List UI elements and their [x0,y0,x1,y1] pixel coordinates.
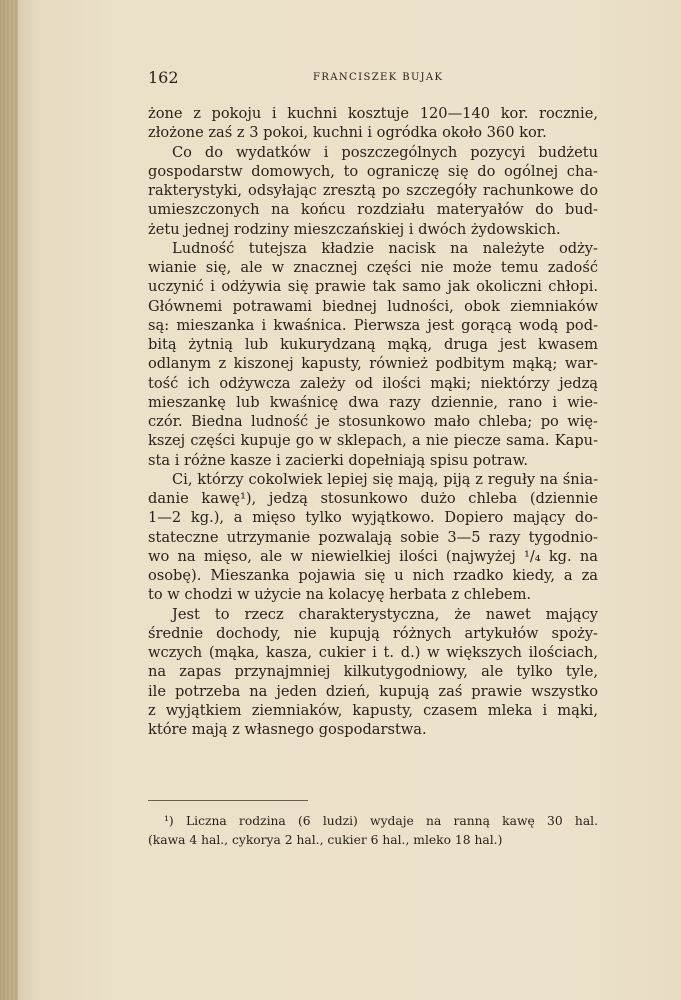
text-line: wczych (mąka, kasza, cukier i t. d.) w większych ilościach, [148,644,598,661]
text-line: złożone zaś z 3 pokoi, kuchni i ogródka około 360 kor. [148,124,547,142]
text-line: sta i różne kasze i zacierki dopełniają spisu potraw. [148,451,528,469]
text-line: kszej części kupuje go w sklepach, a nie piecze sama. Kapu- [148,432,598,450]
text-line: które mają z własnego gospodarstwa. [148,721,427,738]
running-head-author: FRANCISZEK BUJAK [313,72,444,83]
running-header [148,68,598,88]
text-line: tość ich odżywcza zależy od ilości mąki; niektórzy jedzą [148,374,598,392]
footnotes [148,812,598,850]
text-line: to w chodzi w użycie na kolacyę herbata z chlebem. [148,586,532,604]
text-line: na zapas przynajmniej kilkutygodniowy, ale tylko tyle, [148,663,598,681]
page-number: 162 [148,68,179,87]
footnote-divider [148,800,308,801]
body-text [148,104,598,739]
footnote-line: (kawa 4 hal., cykorya 2 hal., cukier 6 hal., mleko 18 hal.) [148,833,503,847]
text-line: odlanym z kiszonej kapusty, również podbitym mąką; war- [148,355,598,373]
text-line: wo na mięso, ale w niewielkiej ilości (najwyżej ¹/₄ kg. na [148,547,598,565]
text-line: Ci, którzy cokolwiek lepiej się mają, piją z reguły na śnia- [172,470,598,488]
text-line: Ludność tutejsza kładzie nacisk na należyte odży- [172,239,598,257]
text-line: umieszczonych na końcu rozdziału materyałów do bud- [148,201,598,219]
text-line: rakterystyki, odsyłając zresztą po szczegóły rachunkowe do [148,182,598,199]
page-binding-edge [0,0,18,1000]
text-line: czór. Biedna ludność je stosunkowo mało chleba; po wię- [148,413,598,430]
text-line: stateczne utrzymanie pozwalają sobie 3—5 razy tygodnio- [148,528,598,546]
text-line: uczynić i odżywia się prawie tak samo jak okoliczni chłopi. [148,278,598,296]
text-line: z wyjątkiem ziemniaków, kapusty, czasem mleka i mąki, [148,701,598,719]
text-line: mieszankę lub kwaśnicę dwa razy dziennie, rano i wie- [148,393,598,411]
text-line: danie kawę¹), jedzą stosunkowo dużo chleba (dziennie [148,490,598,507]
text-line: żone z pokoju i kuchni kosztuje 120—140 kor. rocznie, [148,105,598,122]
text-line: Co do wydatków i poszczególnych pozycyi budżetu [172,143,598,161]
text-line: są: mieszanka i kwaśnica. Pierwsza jest gorącą wodą pod- [148,316,598,334]
text-line: żetu jednej rodziny mieszczańskiej i dwóch żydowskich. [148,220,561,238]
text-line: Głównemi potrawami biednej ludności, obok ziemniaków [148,297,598,315]
footnote-line: ¹) Liczna rodzina (6 ludzi) wydaje na ranną kawę 30 hal. [164,814,598,828]
text-line: ile potrzeba na jeden dzień, kupują zaś prawie wszystko [148,682,598,700]
text-line: gospodarstw domowych, to ograniczę się do ogólnej cha- [148,162,598,180]
text-line: wianie się, ale w znacznej części nie może temu zadość [148,259,598,276]
text-line: Jest to rzecz charakterystyczna, że nawet mający [172,605,598,623]
text-line: bitą żytnią lub kukurydzaną mąką, druga jest kwasem [148,336,598,353]
text-line: średnie dochody, nie kupują różnych artykułów spoży- [148,624,598,642]
text-line: 1—2 kg.), a mięso tylko wyjątkowo. Dopiero mający do- [148,509,598,527]
text-line: osobę). Mieszanka pojawia się u nich rzadko kiedy, a za [148,567,598,584]
